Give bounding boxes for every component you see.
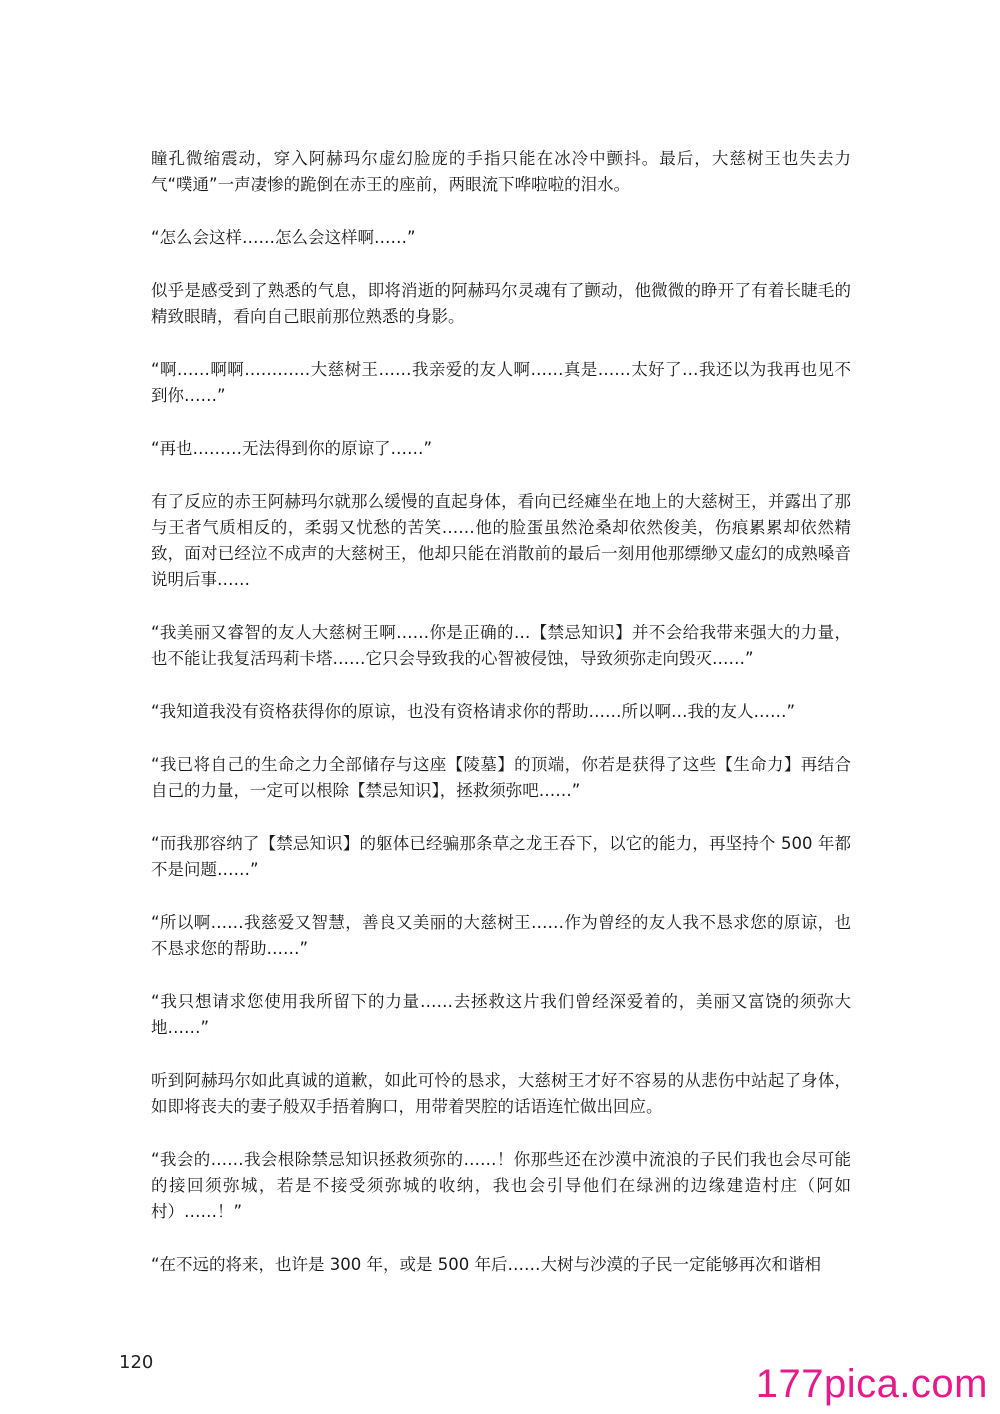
paragraph: “我已将自己的生命之力全部储存与这座【陵墓】的顶端，你若是获得了这些【生命力】再结合自己的力量，一定可以根除【禁忌知识】，拯救须弥吧……” [151, 755, 851, 800]
paragraph: “啊……啊啊…………大慈树王……我亲爱的友人啊……真是……太好了…我还以为我再也见不到你……” [151, 360, 851, 405]
paragraph: “我美丽又睿智的友人大慈树王啊……你是正确的…【禁忌知识】并不会给我带来强大的力量，也不能让我复活玛莉卡塔……它只会导致我的心智被侵蚀，导致须弥走向毁灭……” [151, 623, 851, 668]
body-text [151, 146, 851, 1278]
paragraph: “我知道我没有资格获得你的原谅，也没有资格请求你的帮助……所以啊…我的友人……” [151, 702, 796, 721]
paragraph: 瞳孔微缩震动，穿入阿赫玛尔虚幻脸庞的手指只能在冰冷中颤抖。最后，大慈树王也失去力气“噗通”一声凄惨的跪倒在赤王的座前，两眼流下哗啦啦的泪水。 [151, 149, 851, 194]
paragraph: 听到阿赫玛尔如此真诚的道歉，如此可怜的恳求，大慈树王才好不容易的从悲伤中站起了身体，如即将丧夫的妻子般双手捂着胸口，用带着哭腔的话语连忙做出回应。 [151, 1071, 851, 1116]
site-watermark: 177pica.com [755, 1362, 988, 1406]
page-number: 120 [119, 1352, 154, 1373]
paragraph: “所以啊……我慈爱又智慧，善良又美丽的大慈树王……作为曾经的友人我不恳求您的原谅，也不恳求您的帮助……” [151, 913, 851, 958]
paragraph: “我会的……我会根除禁忌知识拯救须弥的……！你那些还在沙漠中流浪的子民们我也会尽可能的接回须弥城，若是不接受须弥城的收纳，我也会引导他们在绿洲的边缘建造村庄（阿如村）……！” [151, 1150, 851, 1221]
paragraph: “怎么会这样……怎么会这样啊……” [151, 228, 416, 247]
paragraph: “我只想请求您使用我所留下的力量……去拯救这片我们曾经深爱着的，美丽又富饶的须弥大地……” [151, 992, 851, 1037]
paragraph: “再也………无法得到你的原谅了……” [151, 439, 433, 458]
paragraph: 有了反应的赤王阿赫玛尔就那么缓慢的直起身体，看向已经瘫坐在地上的大慈树王，并露出了那与王者气质相反的，柔弱又忧愁的苦笑……他的脸蛋虽然沧桑却依然俊美，伤痕累累却依然精致，面对已经泣不成声的大慈树王，他却只能在消散前的最后一刻用他那缥缈又虚幻的成熟嗓音说明后事…… [151, 492, 851, 589]
paragraph: “而我那容纳了【禁忌知识】的躯体已经骗那条草之龙王吞下，以它的能力，再坚持个 500 年都不是问题……” [151, 834, 851, 879]
paragraph: “在不远的将来，也许是 300 年，或是 500 年后……大树与沙漠的子民一定能够再次和谐相 [151, 1255, 822, 1274]
paragraph: 似乎是感受到了熟悉的气息，即将消逝的阿赫玛尔灵魂有了颤动，他微微的睁开了有着长睫毛的精致眼睛，看向自己眼前那位熟悉的身影。 [151, 281, 851, 326]
